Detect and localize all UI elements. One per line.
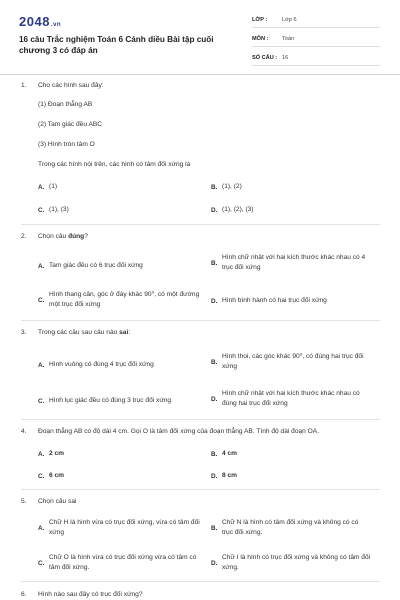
option-text: Tam giác đều có 6 trục đối xứng xyxy=(49,262,143,269)
question-stem: Hình nào sau đây có trục đối xứng? xyxy=(38,591,143,598)
meta-label: LỚP : xyxy=(252,16,268,23)
question-1 xyxy=(21,82,381,89)
meta-label: MÔN : xyxy=(252,35,269,42)
answer-option[interactable] xyxy=(211,352,371,372)
question-number: 4. xyxy=(21,428,27,435)
option-label: D. xyxy=(211,395,218,403)
question-divider xyxy=(21,224,380,225)
answer-option[interactable] xyxy=(38,518,203,538)
question-number: 5. xyxy=(21,498,27,505)
option-text: Chữ H là hình vừa có trục đối xứng, vừa có tâm đối xứng xyxy=(49,519,200,536)
option-text: Hình chữ nhật với hai kích thước khác nhau có đúng hai trục đối xứng xyxy=(222,390,360,407)
meta-row-class xyxy=(252,12,380,28)
meta-label: SỐ CÂU : xyxy=(252,54,278,61)
answer-option[interactable] xyxy=(211,553,371,573)
answer-option[interactable] xyxy=(211,389,371,409)
option-text: 2 cm xyxy=(49,450,65,457)
option-text: Hình thoi, các góc khác 90⁰, có đúng hai trục đối xứng xyxy=(222,353,364,370)
option-label: B. xyxy=(211,358,218,366)
question-3 xyxy=(21,329,381,336)
answer-option[interactable] xyxy=(38,259,203,273)
option-text: Chữ I là hình có trục đối xứng và không có tâm đối xứng. xyxy=(222,554,371,571)
question-divider xyxy=(21,419,380,420)
option-label: C. xyxy=(38,296,45,304)
answer-option[interactable] xyxy=(211,449,237,459)
option-label: A. xyxy=(38,450,45,458)
option-label: A. xyxy=(38,361,45,369)
question-line: (2) Tam giác đều ABC xyxy=(38,121,103,128)
option-label: B. xyxy=(211,183,218,191)
option-label: A. xyxy=(38,183,45,191)
option-text: 6 cm xyxy=(49,472,65,479)
question-6 xyxy=(21,591,381,598)
question-stem: Chọn câu sai xyxy=(38,498,77,505)
question-stem: Cho các hình sau đây: xyxy=(38,82,104,89)
document-title: 16 câu Trắc nghiệm Toán 6 Cánh diều Bài tập cuối chương 3 có đáp án xyxy=(19,35,214,55)
question-2 xyxy=(21,233,381,240)
option-text: Chữ N là hình có tâm đối xứng và không có có trục đối xứng. xyxy=(222,519,359,536)
answer-option[interactable] xyxy=(38,553,203,573)
option-label: C. xyxy=(38,472,45,480)
site-logo[interactable]: 2048.vn xyxy=(19,14,62,29)
answer-option[interactable] xyxy=(211,471,237,481)
meta-value: 16 xyxy=(282,54,289,61)
question-divider xyxy=(21,581,380,582)
answer-option[interactable] xyxy=(211,518,371,538)
option-text: (1), (2) xyxy=(222,183,242,190)
meta-value: Toán xyxy=(282,35,295,42)
option-text: Hình lục giác đều có đúng 3 trục đối xứng xyxy=(49,397,172,404)
option-label: C. xyxy=(38,206,45,214)
option-label: A. xyxy=(38,262,45,270)
question-number: 6. xyxy=(21,591,27,598)
question-number: 1. xyxy=(21,82,27,89)
option-text: 4 cm xyxy=(222,450,238,457)
option-text: Chữ O là hình vừa có trục đối xứng vừa có tâm có tâm đối xứng. xyxy=(49,554,197,571)
option-text: 8 cm xyxy=(222,472,238,479)
option-label: B. xyxy=(211,450,218,458)
option-label: B. xyxy=(211,259,218,267)
answer-option[interactable] xyxy=(38,449,64,459)
answer-option[interactable] xyxy=(38,290,203,310)
question-stem: Chọn câu đúng? xyxy=(38,233,88,240)
question-5 xyxy=(21,498,381,505)
question-number: 3. xyxy=(21,329,27,336)
answer-option[interactable] xyxy=(38,394,203,408)
option-text: (1), (3) xyxy=(49,206,69,213)
question-stem: Đoạn thẳng AB có độ dài 4 cm. Gọi O là tâm đối xứng của đoạn thẳng AB. Tính độ dài đoạn OA. xyxy=(38,428,320,435)
answer-option[interactable] xyxy=(38,182,57,192)
option-label: D. xyxy=(211,206,218,214)
question-line: Trong các hình nói trên, các hình có tâm đối xứng là xyxy=(38,161,191,168)
answer-option[interactable] xyxy=(38,205,69,215)
question-4 xyxy=(21,428,381,435)
question-line: (1) Đoạn thẳng AB xyxy=(38,101,93,108)
question-line: (3) Hình tròn tâm O xyxy=(38,141,95,148)
option-label: C. xyxy=(38,559,45,567)
answer-option[interactable] xyxy=(211,296,371,306)
answer-option[interactable] xyxy=(211,253,371,273)
meta-row-subject xyxy=(252,31,380,47)
header-divider xyxy=(0,74,400,75)
answer-option[interactable] xyxy=(38,358,203,372)
header xyxy=(0,0,400,70)
question-divider xyxy=(21,320,380,321)
option-label: D. xyxy=(211,297,218,305)
option-text: Hình vuông có đúng 4 trục đối xứng xyxy=(49,361,154,368)
question-number: 2. xyxy=(21,233,27,240)
option-text: Hình bình hành có hai trục đối xứng xyxy=(222,297,327,304)
meta-info xyxy=(252,12,380,69)
option-text: Hình thang cân, góc ở đáy khác 90⁰, có một đường một trục đối xứng xyxy=(49,291,200,308)
option-text: Hình chữ nhật với hai kích thước khác nhau có 4 trục đối xứng xyxy=(222,254,366,271)
meta-row-count xyxy=(252,50,380,66)
option-label: B. xyxy=(211,524,218,532)
option-label: A. xyxy=(38,524,45,532)
answer-option[interactable] xyxy=(38,471,64,481)
option-text: (1), (2), (3) xyxy=(222,206,254,213)
option-label: D. xyxy=(211,472,218,480)
option-text: (1) xyxy=(49,183,58,190)
answer-option[interactable] xyxy=(211,205,254,215)
question-divider xyxy=(21,489,380,490)
answer-option[interactable] xyxy=(211,182,242,192)
option-label: C. xyxy=(38,397,45,405)
meta-value: Lớp 6 xyxy=(282,16,297,23)
question-stem: Trong các câu sau câu nào sai: xyxy=(38,329,131,336)
option-label: D. xyxy=(211,559,218,567)
